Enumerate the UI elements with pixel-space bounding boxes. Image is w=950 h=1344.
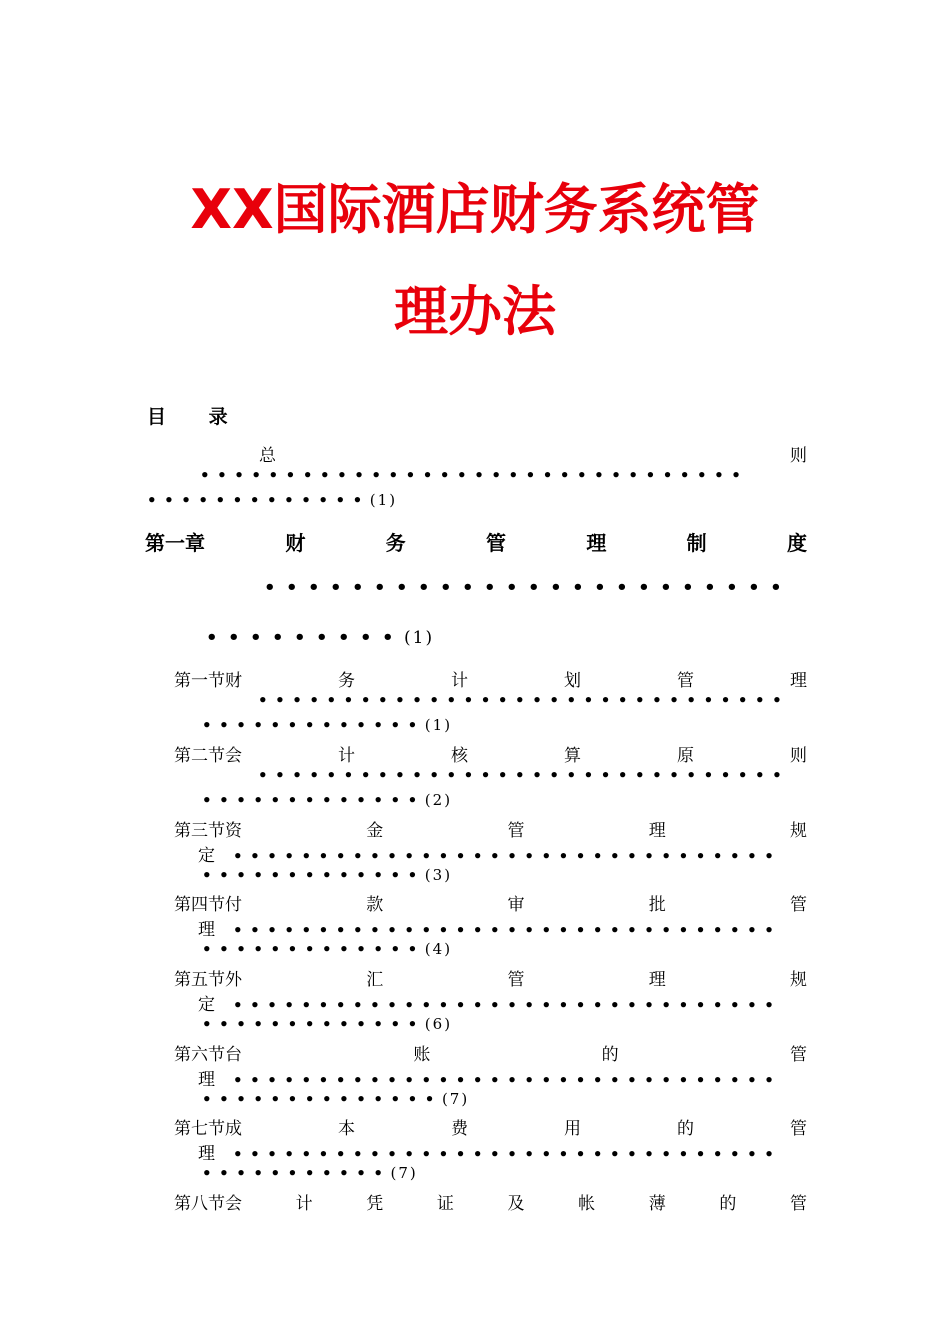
toc-page-number: (2) xyxy=(424,791,453,809)
toc-entry-char: 管 xyxy=(790,1194,807,1214)
toc-entry-section-8[interactable] xyxy=(174,1189,807,1214)
toc-entry-section-2[interactable] xyxy=(174,741,807,766)
toc-entry-general[interactable] xyxy=(259,441,807,466)
toc-entry-char: 理 xyxy=(586,531,607,555)
toc-entry-char: 薄 xyxy=(648,1194,666,1214)
toc-leader-dots-continued: ••••••••••••••(7) xyxy=(202,1090,470,1108)
toc-entry-char: 账 xyxy=(413,1045,431,1065)
section-prefix: 第三节 xyxy=(174,821,225,841)
toc-entry-char: 理 xyxy=(198,1144,233,1164)
toc-entry-char: 规 xyxy=(790,821,807,841)
toc-entry-char: 理 xyxy=(648,821,666,841)
toc-entry-char: 总 xyxy=(259,446,276,466)
toc-entry-char: 定 xyxy=(198,846,233,866)
toc-entry-char: 务 xyxy=(338,671,355,691)
chapter-prefix: 第一章 xyxy=(145,531,205,555)
toc-entry-char: 台 xyxy=(225,1045,242,1065)
toc-entry-char: 定 xyxy=(198,995,233,1015)
toc-entry-char: 本 xyxy=(338,1119,355,1139)
section-prefix: 第七节 xyxy=(174,1119,225,1139)
toc-leader-dots-continued: •••••••••••••(1) xyxy=(147,491,398,509)
toc-entry-char: 务 xyxy=(385,531,406,555)
toc-entry-char: 外 xyxy=(225,970,242,990)
toc-entry-section-6[interactable] xyxy=(174,1040,807,1065)
toc-leader-dots: 理•••••••••••••••••••••••••••••••• xyxy=(198,920,782,940)
toc-entry-char: 批 xyxy=(648,895,666,915)
toc-page-number: (1) xyxy=(404,628,435,648)
section-prefix: 第六节 xyxy=(174,1045,225,1065)
toc-entry-char: 费 xyxy=(451,1119,468,1139)
toc-entry-char: 管 xyxy=(790,1119,807,1139)
toc-entry-char: 规 xyxy=(790,970,807,990)
toc-entry-char: 证 xyxy=(436,1194,454,1214)
toc-entry-char: 则 xyxy=(790,446,807,466)
toc-entry-char: 会 xyxy=(225,746,242,766)
toc-leader-dots: 定•••••••••••••••••••••••••••••••• xyxy=(198,846,782,866)
toc-page-number: (6) xyxy=(424,1015,453,1033)
toc-leader-dots: 定•••••••••••••••••••••••••••••••• xyxy=(198,995,782,1015)
toc-entry-chapter-1[interactable] xyxy=(145,527,807,556)
toc-page-number: (1) xyxy=(424,716,453,734)
toc-leader-dots-continued: •••••••••••••(2) xyxy=(202,791,453,809)
toc-entry-char: 划 xyxy=(564,671,581,691)
toc-entry-char: 计 xyxy=(295,1194,313,1214)
toc-leader-dots-continued: •••••••••••••(3) xyxy=(202,866,453,884)
toc-entry-section-7[interactable] xyxy=(174,1114,807,1139)
toc-entry-char: 汇 xyxy=(366,970,384,990)
toc-entry-char: 管 xyxy=(790,895,807,915)
toc-entry-char: 付 xyxy=(225,895,242,915)
toc-page-number: (3) xyxy=(424,866,453,884)
toc-leader-dots: 理•••••••••••••••••••••••••••••••• xyxy=(198,1070,782,1090)
section-prefix: 第五节 xyxy=(174,970,225,990)
toc-entry-char: 管 xyxy=(507,821,525,841)
toc-entry-section-5[interactable] xyxy=(174,965,807,990)
toc-leader-dots: ••••••••••••••••••••••••••••••• xyxy=(258,766,790,784)
section-prefix: 第一节 xyxy=(174,671,225,691)
toc-entry-char: 制 xyxy=(686,531,707,555)
toc-entry-char: 管 xyxy=(485,531,506,555)
toc-leader-dots-continued: •••••••••••••(4) xyxy=(202,940,453,958)
toc-entry-section-4[interactable] xyxy=(174,890,807,915)
toc-leader-dots: •••••••••••••••••••••••••••••••• xyxy=(200,466,749,484)
toc-entry-char: 核 xyxy=(451,746,468,766)
toc-entry-char: 原 xyxy=(677,746,694,766)
document-title-line-2: 理办法 xyxy=(394,280,556,343)
toc-entry-char: 理 xyxy=(198,1070,233,1090)
toc-entry-char: 凭 xyxy=(366,1194,384,1214)
toc-leader-dots-continued: •••••••••••(7) xyxy=(202,1164,418,1182)
toc-entry-char: 成 xyxy=(225,1119,242,1139)
toc-leader-dots-continued: •••••••••••••(6) xyxy=(202,1015,453,1033)
toc-entry-char: 审 xyxy=(507,895,525,915)
toc-leader-dots: 理•••••••••••••••••••••••••••••••• xyxy=(198,1144,782,1164)
toc-entry-char: 金 xyxy=(366,821,384,841)
toc-entry-char: 理 xyxy=(198,920,233,940)
toc-entry-char: 则 xyxy=(790,746,807,766)
toc-entry-char: 计 xyxy=(451,671,468,691)
toc-page-number: (7) xyxy=(441,1090,470,1108)
toc-entry-char: 会 xyxy=(225,1194,242,1214)
section-prefix: 第四节 xyxy=(174,895,225,915)
toc-entry-char: 度 xyxy=(786,531,807,555)
toc-heading: 目 录 xyxy=(147,406,246,428)
toc-page-number: (4) xyxy=(424,940,453,958)
toc-entry-char: 财 xyxy=(285,531,306,555)
toc-entry-char: 的 xyxy=(601,1045,619,1065)
toc-entry-char: 及 xyxy=(507,1194,525,1214)
toc-entry-char: 理 xyxy=(648,970,666,990)
toc-entry-char: 管 xyxy=(789,1045,807,1065)
toc-entry-char: 算 xyxy=(564,746,581,766)
section-prefix: 第八节 xyxy=(174,1194,225,1214)
toc-page-number: (7) xyxy=(390,1164,418,1182)
toc-entry-char: 计 xyxy=(338,746,355,766)
toc-leader-dots: •••••••••••••••••••••••• xyxy=(264,577,793,598)
toc-entry-char: 管 xyxy=(677,671,694,691)
toc-entry-section-3[interactable] xyxy=(174,816,807,841)
toc-entry-char: 的 xyxy=(719,1194,737,1214)
section-prefix: 第二节 xyxy=(174,746,225,766)
toc-leader-dots-continued: •••••••••(1) xyxy=(206,627,435,648)
toc-entry-char: 款 xyxy=(366,895,384,915)
toc-leader-dots-continued: •••••••••••••(1) xyxy=(202,716,453,734)
toc-entry-char: 管 xyxy=(507,970,525,990)
document-title-line-1: XX国际酒店财务系统管 xyxy=(190,178,760,241)
toc-entry-char: 资 xyxy=(225,821,242,841)
toc-entry-section-1[interactable] xyxy=(174,666,807,691)
toc-leader-dots: ••••••••••••••••••••••••••••••• xyxy=(258,691,790,709)
toc-entry-char: 财 xyxy=(225,671,242,691)
toc-entry-char: 的 xyxy=(677,1119,694,1139)
toc-entry-char: 帐 xyxy=(578,1194,596,1214)
toc-page-number: (1) xyxy=(369,491,398,509)
toc-entry-char: 理 xyxy=(790,671,807,691)
toc-entry-char: 用 xyxy=(564,1119,581,1139)
